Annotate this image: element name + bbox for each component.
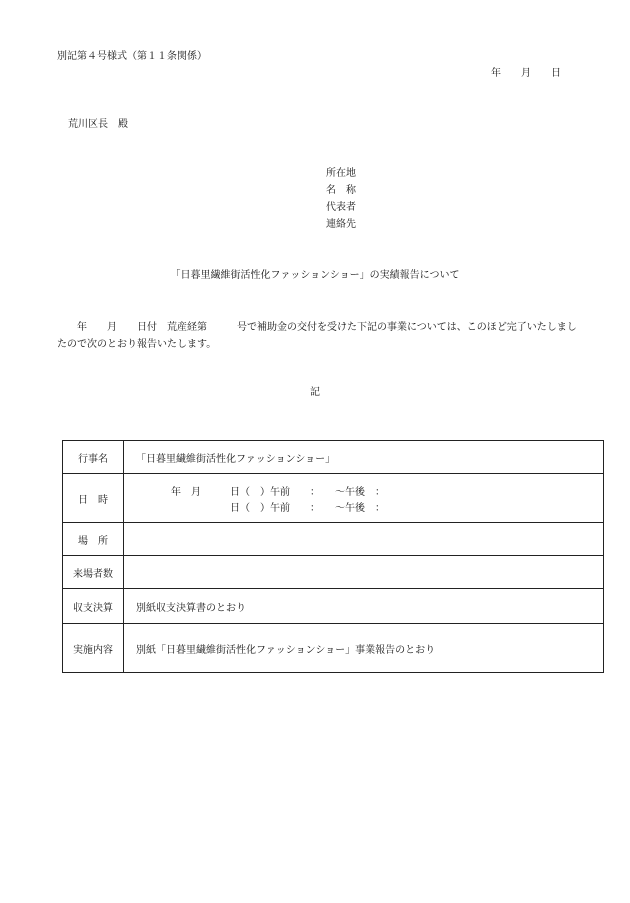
content-label: 実施内容 [63, 624, 124, 673]
body-line-1: 年 月 日付 荒産経第 号で補助金の交付を受けた下記の事業については、このほ [77, 322, 497, 333]
attendance-label: 来場者数 [63, 556, 124, 589]
budget-value: 別紙収支決算書のとおり [124, 589, 604, 624]
date-line: 年 月 日 [491, 68, 561, 79]
datetime-label: 日 時 [63, 474, 124, 523]
applicant-contact-label: 連絡先 [326, 219, 356, 230]
datetime-day-2: 日（ ）午前 ： ～午後 ： [230, 503, 385, 514]
applicant-representative-label: 代表者 [326, 202, 356, 213]
datetime-value [124, 474, 604, 523]
budget-label: 収支決算 [63, 589, 124, 624]
addressee: 荒川区長 殿 [68, 119, 128, 130]
datetime-year-month: 年 月 [171, 487, 201, 498]
event-name-value: 「日暮里繊維街活性化ファッションショー」 [124, 441, 604, 474]
venue-value [124, 523, 604, 556]
datetime-row-2 [124, 498, 603, 514]
form-label: 別記第４号様式（第１１条関係） [57, 51, 207, 62]
body-line-2: ど完了いたしましたので次のとおり報告いたします。 [57, 322, 577, 350]
content-value: 別紙「日暮里繊維街活性化ファッションショー」事業報告のとおり [124, 624, 604, 673]
attendance-value [124, 556, 604, 589]
venue-label: 場 所 [63, 523, 124, 556]
table-row-attendance [63, 556, 604, 589]
body-paragraph [57, 319, 577, 353]
table-row-event-name [63, 441, 604, 474]
table-row-content [63, 624, 604, 673]
table-row-datetime [63, 474, 604, 523]
report-table [62, 440, 604, 673]
datetime-row-1 [124, 482, 603, 498]
datetime-day-1: 日（ ）午前 ： ～午後 ： [230, 487, 385, 498]
applicant-address-label: 所在地 [326, 168, 356, 179]
table-row-budget [63, 589, 604, 624]
event-name-label: 行事名 [63, 441, 124, 474]
ki-mark: 記 [310, 387, 320, 398]
table-row-venue [63, 523, 604, 556]
document-title: 「日暮里繊維街活性化ファッションショー」の実績報告について [170, 270, 460, 281]
applicant-name-label: 名 称 [326, 185, 356, 196]
